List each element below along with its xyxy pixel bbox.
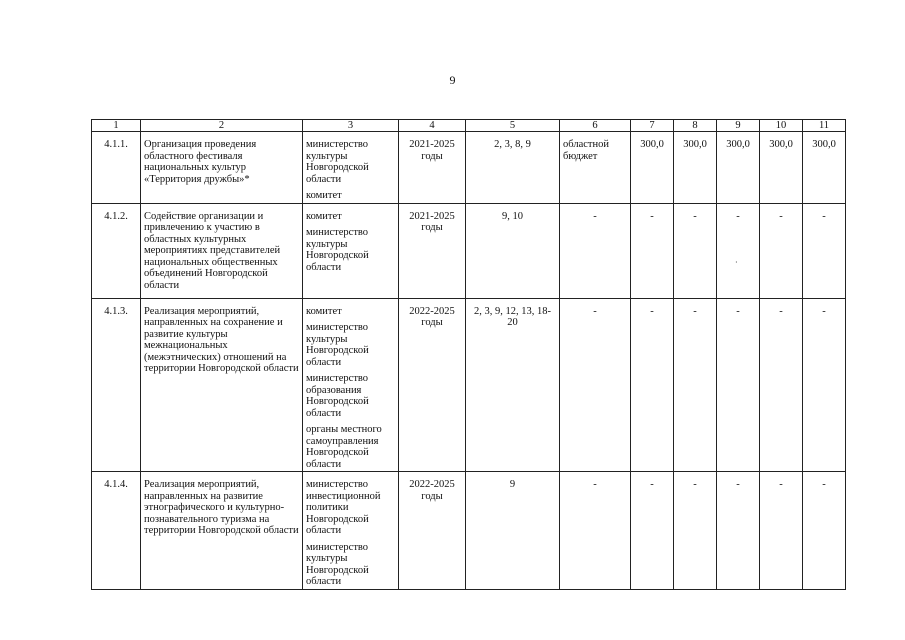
funding-value: - bbox=[717, 298, 760, 472]
target-indicators: 9, 10 bbox=[466, 203, 560, 298]
executor: министерство культуры Новгородской области bbox=[306, 322, 369, 368]
funding-source: - bbox=[560, 203, 631, 298]
program-activities-table bbox=[91, 119, 846, 590]
column-header: 8 bbox=[674, 120, 717, 132]
funding-value: - bbox=[803, 472, 846, 590]
funding-value: 300,0 bbox=[803, 132, 846, 204]
table-row bbox=[92, 203, 846, 298]
executor: министерство образования Новгородской области bbox=[306, 373, 369, 419]
funding-value: 300,0 bbox=[717, 132, 760, 204]
funding-value: - bbox=[631, 203, 674, 298]
funding-value: - bbox=[674, 298, 717, 472]
column-header: 10 bbox=[760, 120, 803, 132]
funding-value: - bbox=[717, 203, 760, 298]
column-header: 4 bbox=[399, 120, 466, 132]
funding-value: - bbox=[674, 472, 717, 590]
column-header: 3 bbox=[303, 120, 399, 132]
page-number: 9 bbox=[449, 73, 456, 87]
funding-source: - bbox=[560, 472, 631, 590]
table-row bbox=[92, 298, 846, 472]
table-row bbox=[92, 472, 846, 590]
funding-value: 300,0 bbox=[674, 132, 717, 204]
scan-speck: · bbox=[735, 258, 738, 267]
column-header: 7 bbox=[631, 120, 674, 132]
executor: министерство культуры Новгородской области bbox=[306, 139, 369, 185]
activity-name: Реализация мероприятий, направленных на сохранение и развитие культуры межнациональных (межэтнических) отношений на территории Новгородской области bbox=[141, 298, 303, 472]
executor: комитет bbox=[306, 190, 342, 201]
funding-value: 300,0 bbox=[760, 132, 803, 204]
table-row bbox=[92, 132, 846, 204]
activity-name: Организация проведения областного фестиваля национальных культур «Территория дружбы»* bbox=[141, 132, 303, 204]
item-number: 4.1.4. bbox=[92, 472, 141, 590]
period: 2022-2025 годы bbox=[399, 298, 466, 472]
executor: комитет bbox=[306, 210, 342, 222]
funding-value: - bbox=[803, 203, 846, 298]
column-header: 9 bbox=[717, 120, 760, 132]
funding-value: - bbox=[760, 298, 803, 472]
funding-value: - bbox=[674, 203, 717, 298]
column-header: 1 bbox=[92, 120, 141, 132]
activity-name: Содействие организации и привлечению к участию в областных культурных мероприятиях представителей национальных общественных объединений Новгородской области bbox=[141, 203, 303, 298]
executors-cell bbox=[303, 298, 399, 472]
target-indicators: 2, 3, 8, 9 bbox=[466, 132, 560, 204]
funding-value: - bbox=[631, 298, 674, 472]
period: 2021-2025 годы bbox=[399, 203, 466, 298]
funding-value: - bbox=[760, 472, 803, 590]
funding-value: - bbox=[717, 472, 760, 590]
column-header: 11 bbox=[803, 120, 846, 132]
item-number: 4.1.2. bbox=[92, 203, 141, 298]
target-indicators: 2, 3, 9, 12, 13, 18-20 bbox=[466, 298, 560, 472]
period: 2021-2025 годы bbox=[399, 132, 466, 204]
item-number: 4.1.3. bbox=[92, 298, 141, 472]
executors-cell bbox=[303, 203, 399, 298]
executor: министерство культуры Новгородской области bbox=[306, 227, 369, 273]
item-number: 4.1.1. bbox=[92, 132, 141, 204]
funding-source: областной бюджет bbox=[560, 132, 631, 204]
funding-value: - bbox=[631, 472, 674, 590]
funding-value: - bbox=[760, 203, 803, 298]
executor: министерство культуры Новгородской области bbox=[306, 541, 369, 587]
funding-value: - bbox=[803, 298, 846, 472]
column-header: 6 bbox=[560, 120, 631, 132]
executor: комитет bbox=[306, 305, 342, 317]
funding-source: - bbox=[560, 298, 631, 472]
target-indicators: 9 bbox=[466, 472, 560, 590]
period: 2022-2025 годы bbox=[399, 472, 466, 590]
funding-value: 300,0 bbox=[631, 132, 674, 204]
column-header: 2 bbox=[141, 120, 303, 132]
column-number-row bbox=[92, 120, 846, 132]
executor: органы местного самоуправления Новгородской области bbox=[306, 424, 382, 470]
executor: министерство инвестиционной политики Новгородской области bbox=[306, 479, 381, 536]
executors-cell bbox=[303, 132, 399, 204]
column-header: 5 bbox=[466, 120, 560, 132]
executors-cell bbox=[303, 472, 399, 590]
activity-name: Реализация мероприятий, направленных на развитие этнографического и культурно-познавательного туризма на территории Новгородской области bbox=[141, 472, 303, 590]
